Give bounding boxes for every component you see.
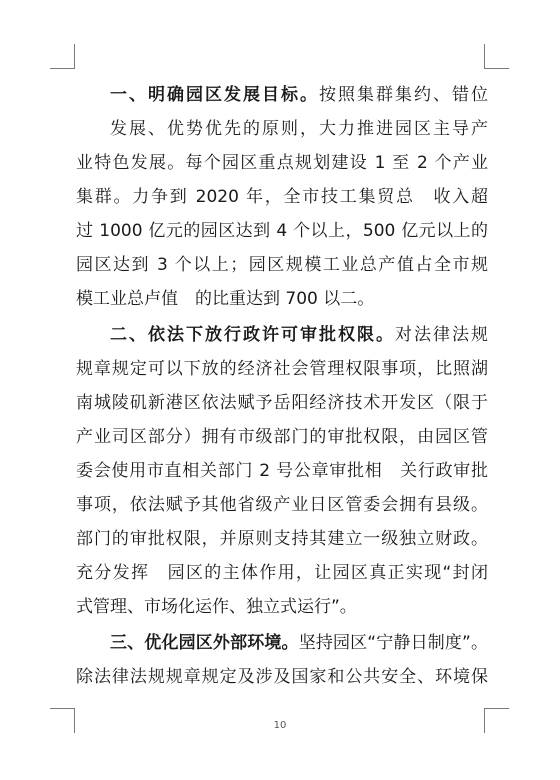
- document-body: [76, 78, 488, 694]
- paragraph-3-line-2: 除法律法规规章规定及涉及国家和公共安全、环境保: [76, 667, 488, 687]
- page-number: 10: [273, 720, 287, 731]
- paragraph-1-line-6: 园区达到 3 个以上；园区规模工业总产值占全市规: [76, 255, 488, 275]
- paragraph-1-line-3: 业特色发展。每个园区重点规划建设 1 至 2 个产业: [76, 153, 488, 173]
- paragraph-2-line-8: 充分发挥 园区的主体作用，让园区真正实现“封闭: [76, 563, 488, 583]
- paragraph-2-line-7: 部门的审批权限，并原则支持其建立一级独立财政。: [76, 529, 488, 549]
- crop-mark-top-left: [50, 44, 75, 69]
- paragraph-2-line-6: 事项，依法赋予其他省级产业日区管委会拥有县级。: [76, 495, 488, 515]
- heading-2: 二、依法下放行政许可审批权限。: [110, 325, 395, 345]
- paragraph-3-line-1: 三、优化园区外部环境。坚持园区“宁静日制度”。: [110, 633, 488, 653]
- paragraph-1-line-7: 模工业总卢值 的比重达到 700 以二。: [76, 289, 375, 309]
- heading-3: 三、优化园区外部环境。: [110, 633, 299, 653]
- paragraph-2-line-4: 产业司区部分）拥有市级部门的审批权限，由园区管: [76, 427, 488, 447]
- heading-1: 一、明确园区发展目标。: [110, 85, 319, 105]
- paragraph-1-line-1: 一、明确园区发展目标。按照集群集约、错位: [110, 85, 488, 105]
- paragraph-2-line-5: 委会使用市直相关部门 2 号公章审批相 关行政审批: [76, 461, 488, 481]
- paragraph-2-line-3: 南城陵矶新港区依法赋予岳阳经济技术开发区（限于: [76, 393, 488, 413]
- paragraph-1-line-5: 过 1000 亿元的园区达到 4 个以上，500 亿元以上的: [76, 221, 488, 241]
- paragraph-1-line-2: 发展、优势优先的原则，大力推进园区主导产: [110, 119, 488, 139]
- paragraph-2-line-9: 式管理、市场化运作、独立式运行”。: [76, 597, 357, 617]
- paragraph-2-line-2: 规章规定可以下放的经济社会管理权限事项，比照湖: [76, 359, 488, 379]
- crop-mark-top-right: [484, 44, 509, 69]
- paragraph-2-line-1: 二、依法下放行政许可审批权限。对法律法规: [110, 325, 488, 345]
- paragraph-1-line-4: 集群。力争到 2020 年，全市技工集贸总 收入超: [76, 187, 488, 207]
